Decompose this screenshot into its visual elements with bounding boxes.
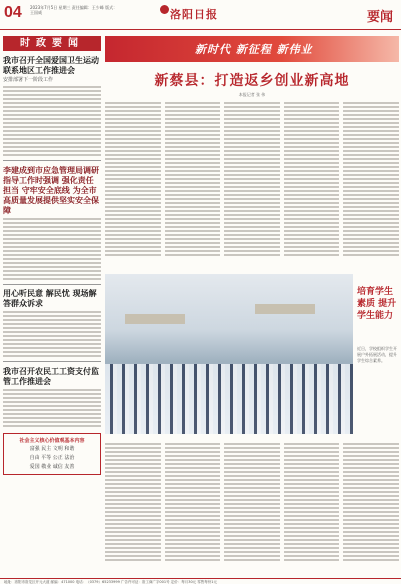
text-column [105,443,161,572]
page-number: 04 [4,4,22,21]
article-headline[interactable]: 李建成到市应急管理局调研指导工作时强调 强化责任担当 守牢安全底线 为全市高质量发展提供坚实安全保障 [3,164,99,215]
feature-body-top [105,99,399,269]
core-values-title: 社会主义核心价值观基本内容 [19,437,85,444]
text-column [284,443,340,572]
text-column [165,443,221,572]
divider [3,160,101,161]
core-values-line: 爱国 敬业 诚信 友善 [29,463,75,470]
article-subheadline: 安排部署下一阶段工作 [3,77,54,83]
core-values-line: 自由 平等 公正 法治 [29,454,75,461]
banner-in-photo [125,314,185,324]
main-feature [105,36,399,576]
article-body [3,218,101,280]
banner-in-photo [255,304,315,314]
text-column [343,102,399,269]
newspaper-logo-icon [160,5,169,14]
text-column [224,443,280,572]
masthead: 洛阳日报 [170,8,218,21]
theme-ribbon [105,36,399,62]
left-column [3,36,101,576]
photo-caption: 近日，学校组织学生开展户外拓展活动，提升学生综合素养。 [357,346,397,363]
article-headline[interactable]: 用心听民意 解民忧 现场解答群众诉求 [3,288,97,308]
article-body [3,86,101,156]
divider [3,361,101,362]
text-column [165,102,221,269]
core-values-line: 富强 民主 文明 和谐 [29,445,75,452]
feature-title[interactable]: 新蔡县：打造返乡创业新高地 [154,73,350,89]
section-banner: 时政要闻 [3,36,101,51]
text-column [105,102,161,269]
feature-byline: 本报记者 张 伟 [238,92,266,97]
feature-body-bottom [105,440,399,572]
article-body [3,389,101,427]
issue-meta: 2023年7月5日 星期三 责任编辑：王少峰 版式：王国威 [30,5,118,15]
text-column [284,102,340,269]
core-values-box [3,433,101,475]
text-column [343,443,399,572]
ribbon-text: 新时代 新征程 新伟业 [195,43,313,56]
photo-side-title[interactable]: 培育学生素质 提升学生能力 [357,287,397,321]
divider [3,284,101,285]
crowd-in-photo [105,364,353,434]
section-tag: 要闻 [366,10,393,25]
page-header [0,0,401,30]
text-column [224,102,280,269]
article-body [3,311,101,357]
page-footer: 地址：洛阳市洛龙区开元大道 邮编：471000 电话：（0379）65233999 广告许可证：洛工商广字001号 定价：每月30元 零售每份1元 [0,578,401,584]
article-headline[interactable]: 我市召开农民工工资支付监管工作推进会 [3,365,99,386]
news-photo [105,274,353,434]
article-headline[interactable]: 我市召开全国爱国卫生运动联系地区工作推进会 [3,55,99,75]
